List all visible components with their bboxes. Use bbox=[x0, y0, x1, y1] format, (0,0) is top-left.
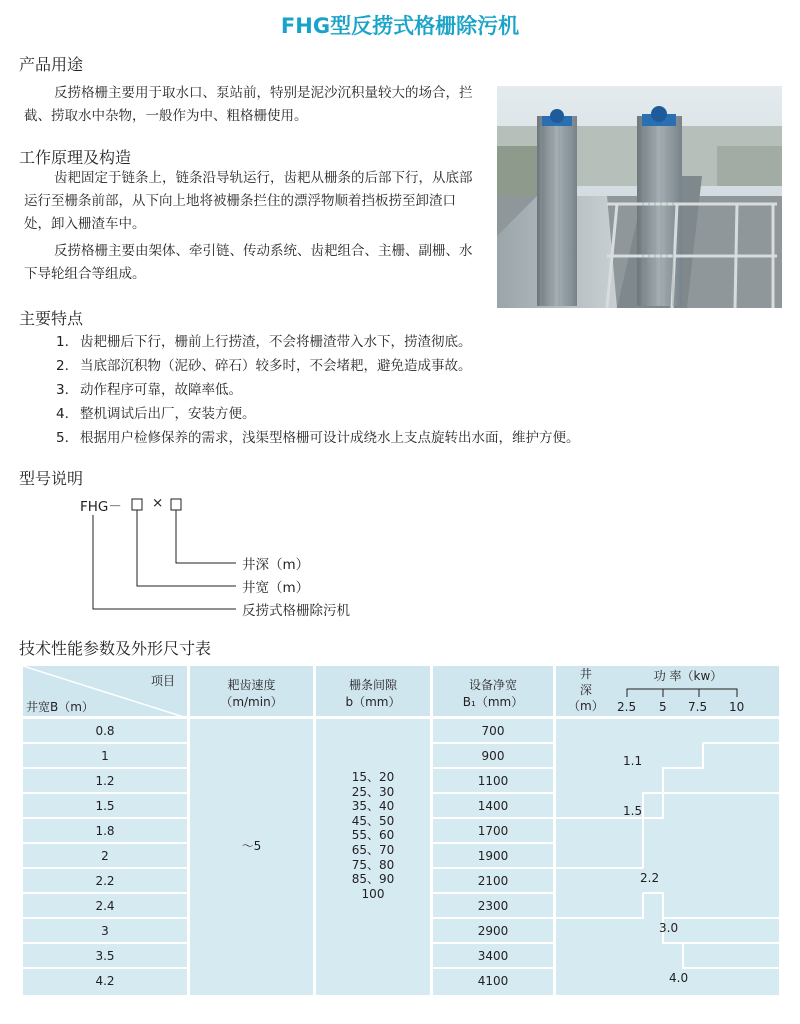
cell-power: 1.5 bbox=[623, 804, 643, 818]
usage-text: 反捞格栅主要用于取水口、泵站前，特别是泥沙沉积量较大的场合，拦截、捞取水中杂物，一般作为中、粗格栅使用。 bbox=[24, 85, 473, 124]
model-code-prefix: FHG－ bbox=[80, 499, 122, 515]
cell-b1: 3400 bbox=[477, 949, 509, 963]
principle-heading: 工作原理及构造 bbox=[19, 148, 132, 167]
th-depth-value: 10 bbox=[729, 700, 745, 714]
cell-b1: 1100 bbox=[477, 774, 509, 788]
cell-b1: 2300 bbox=[477, 899, 509, 913]
cell-b1: 1400 bbox=[477, 799, 509, 813]
usage-heading: 产品用途 bbox=[19, 55, 84, 74]
cell-b: 3.5 bbox=[95, 949, 115, 963]
product-photo bbox=[497, 86, 782, 308]
cell-b1: 700 bbox=[481, 724, 505, 738]
th-power: 功 率（kw） bbox=[653, 669, 723, 683]
cell-b: 4.2 bbox=[95, 974, 115, 988]
principle-text-2: 反捞格栅主要由架体、牵引链、传动系统、齿耙组合、主栅、副栅、水下导轮组合等组成。 bbox=[24, 243, 473, 282]
feature-item: 1. 齿耙栅后下行，栅前上行捞渣，不会将栅渣带入水下，捞渣彻底。 bbox=[56, 334, 472, 350]
cell-b1: 4100 bbox=[477, 974, 509, 988]
label-depth: 井深（m） bbox=[242, 557, 310, 573]
th-width-b: 井宽B（m） bbox=[26, 700, 94, 714]
cell-b1: 2900 bbox=[477, 924, 509, 938]
page-title: FHG型反捞式格栅除污机 bbox=[280, 14, 520, 38]
th-gap: 栅条间隙 b（mm） bbox=[345, 678, 401, 709]
cell-power: 4.0 bbox=[669, 971, 689, 985]
table-heading: 技术性能参数及外形尺寸表 bbox=[19, 639, 212, 658]
model-times: × bbox=[152, 495, 164, 511]
cell-power: 2.2 bbox=[640, 871, 660, 885]
cell-b1: 1700 bbox=[477, 824, 509, 838]
model-code-diagram bbox=[60, 493, 400, 618]
features-heading: 主要特点 bbox=[19, 309, 84, 328]
cell-b: 3 bbox=[101, 924, 109, 938]
cell-gaps: 15、20 25、30 35、40 45、50 55、60 65、70 75、80 85、90 100 bbox=[351, 770, 395, 901]
th-depth-value: 5 bbox=[659, 700, 667, 714]
th-depth-value: 2.5 bbox=[617, 700, 637, 714]
features-list bbox=[56, 330, 580, 450]
cell-b: 2.2 bbox=[95, 874, 115, 888]
cell-b: 2 bbox=[101, 849, 109, 863]
label-width: 井宽（m） bbox=[242, 580, 310, 596]
th-depth-value: 7.5 bbox=[688, 700, 708, 714]
feature-item: 2. 当底部沉积物（泥砂、碎石）较多时，不会堵耙，避免造成事故。 bbox=[56, 358, 472, 374]
th-item: 项目 bbox=[151, 674, 176, 688]
cell-b: 1 bbox=[101, 749, 109, 763]
cell-b1: 1900 bbox=[477, 849, 509, 863]
spec-table bbox=[23, 666, 779, 995]
cell-b: 1.2 bbox=[95, 774, 115, 788]
model-heading: 型号说明 bbox=[19, 469, 84, 488]
th-clear-width: 设备净宽 B₁（mm） bbox=[462, 678, 524, 709]
cell-b: 1.5 bbox=[95, 799, 115, 813]
cell-b: 1.8 bbox=[95, 824, 115, 838]
feature-item: 5. 根据用户检修保养的需求，浅渠型格栅可设计成绕水上支点旋转出水面，维护方便。 bbox=[56, 430, 580, 446]
cell-b: 0.8 bbox=[95, 724, 115, 738]
principle-text-1: 齿耙固定于链条上，链条沿导轨运行，齿耙从栅条的后部下行，从底部运行至栅条前部，从下向上地将被栅条拦住的漂浮物顺着挡板捞至卸渣口处，卸入栅渣车中。 bbox=[24, 170, 473, 232]
feature-item: 4. 整机调试后出厂，安装方便。 bbox=[56, 406, 256, 422]
cell-b: 2.4 bbox=[95, 899, 115, 913]
th-depth: 井 深 （m） bbox=[568, 667, 604, 713]
cell-speed: ～5 bbox=[241, 839, 262, 853]
cell-b1: 900 bbox=[481, 749, 505, 763]
feature-item: 3. 动作程序可靠，故障率低。 bbox=[56, 382, 242, 398]
cell-power: 1.1 bbox=[623, 754, 643, 768]
label-name: 反捞式格栅除污机 bbox=[242, 603, 350, 619]
cell-power: 3.0 bbox=[659, 921, 679, 935]
cell-b1: 2100 bbox=[477, 874, 509, 888]
th-speed: 耙齿速度 （m/min） bbox=[220, 678, 283, 709]
